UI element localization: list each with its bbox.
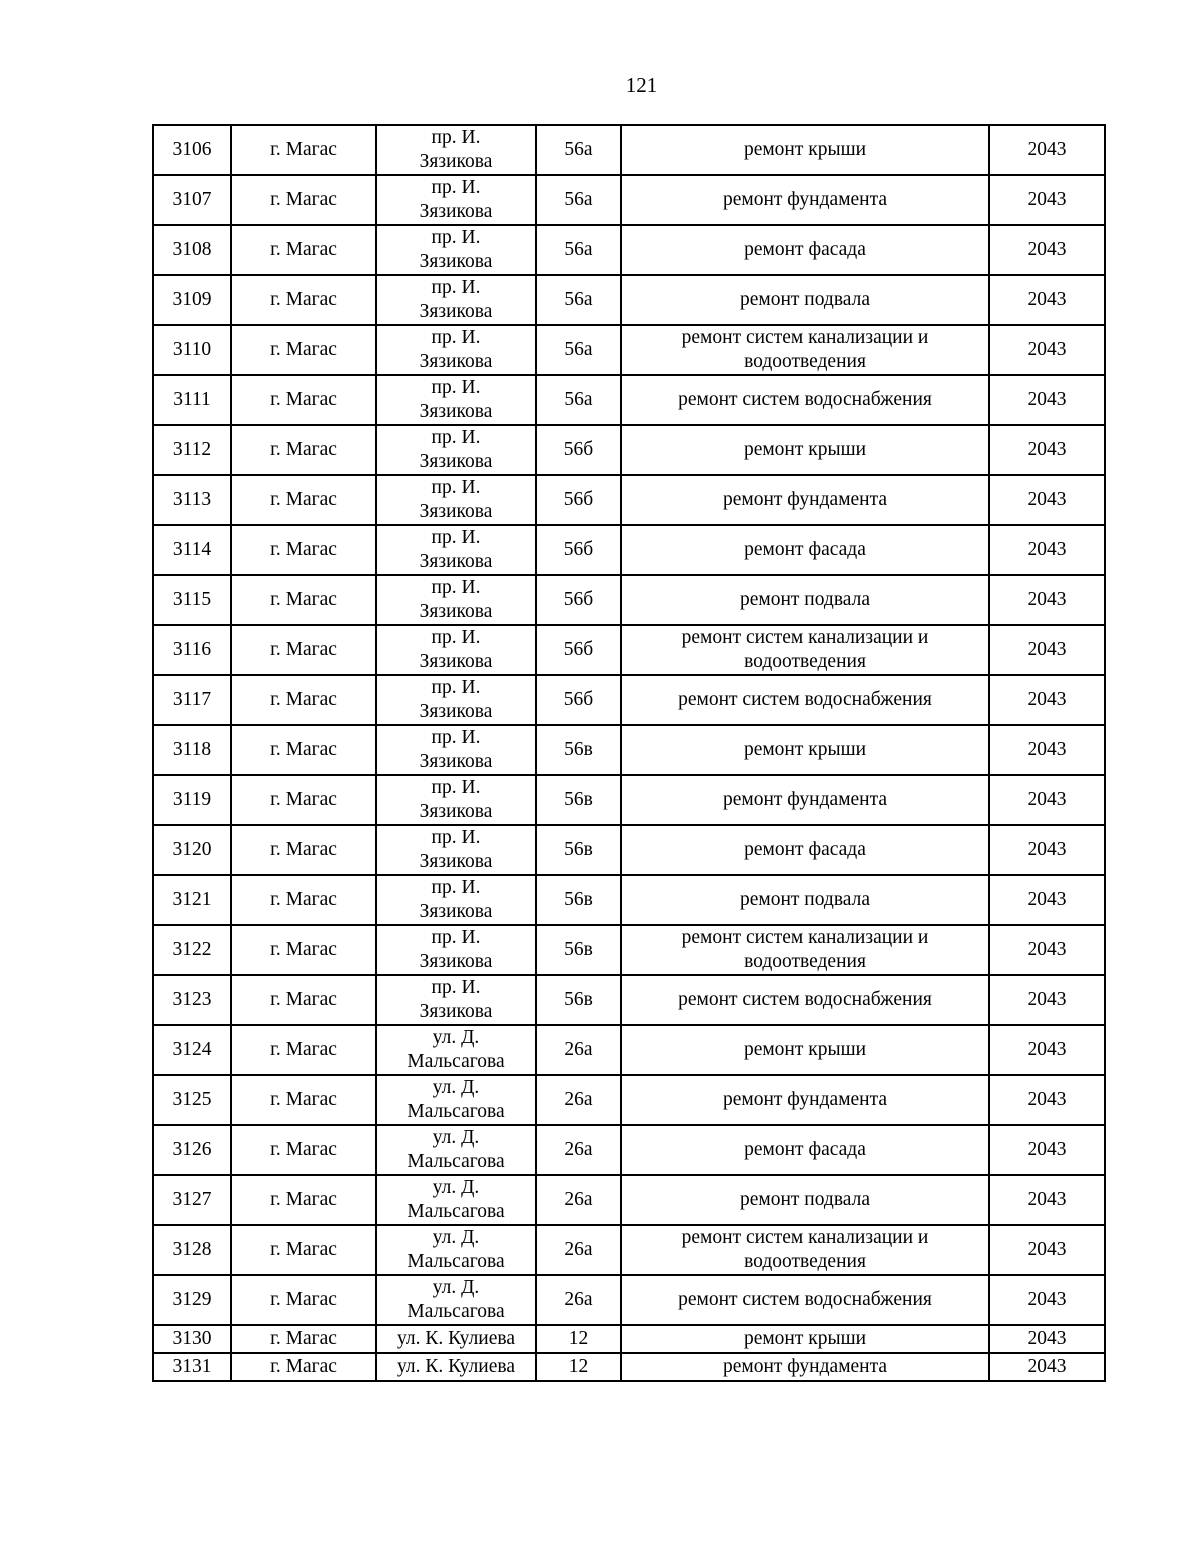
work-type-cell: [621, 175, 989, 225]
city-cell: г. Магас: [231, 1275, 376, 1325]
house-number-cell: 12: [536, 1325, 621, 1353]
work-type-cell: [621, 1125, 989, 1175]
work-type-cell: [621, 675, 989, 725]
street-cell: [376, 375, 536, 425]
city-cell: г. Магас: [231, 1075, 376, 1125]
city-cell: г. Магас: [231, 275, 376, 325]
street-cell-line: пр. И.: [431, 677, 481, 698]
city-cell: г. Магас: [231, 775, 376, 825]
street-cell-line: пр. И.: [431, 477, 481, 498]
row-number-cell: 3122: [153, 925, 231, 975]
table-row: [153, 375, 1105, 425]
work-type-cell: [621, 875, 989, 925]
street-cell-line: пр. И.: [431, 527, 481, 548]
year-cell: 2043: [989, 925, 1105, 975]
row-number-cell: 3115: [153, 575, 231, 625]
work-type-cell-line: водоотведения: [744, 1251, 866, 1272]
table-row: [153, 1353, 1105, 1381]
table-row: [153, 1225, 1105, 1275]
street-cell-line: пр. И.: [431, 377, 481, 398]
work-type-cell-line: ремонт систем канализации и: [681, 627, 929, 648]
street-cell: [376, 1325, 536, 1353]
table-row: [153, 125, 1105, 175]
table-row: [153, 1325, 1105, 1353]
house-number-cell: 56в: [536, 975, 621, 1025]
street-cell: [376, 1075, 536, 1125]
work-type-cell: [621, 725, 989, 775]
house-number-cell: 26а: [536, 1225, 621, 1275]
city-cell: г. Магас: [231, 225, 376, 275]
street-cell: [376, 875, 536, 925]
street-cell-line: ул. Д.: [432, 1177, 480, 1198]
street-cell-line: пр. И.: [431, 827, 481, 848]
row-number-cell: 3110: [153, 325, 231, 375]
work-type-cell-line: ремонт подвала: [739, 889, 871, 910]
work-type-cell: [621, 1275, 989, 1325]
year-cell: 2043: [989, 225, 1105, 275]
city-cell: г. Магас: [231, 1175, 376, 1225]
house-number-cell: 56б: [536, 575, 621, 625]
house-number-cell: 56б: [536, 525, 621, 575]
table-row: [153, 175, 1105, 225]
row-number-cell: 3106: [153, 125, 231, 175]
house-number-cell: 56б: [536, 625, 621, 675]
street-cell-line: пр. И.: [431, 777, 481, 798]
table-body: [153, 125, 1105, 1381]
street-cell-line: Мальсагова: [407, 1151, 505, 1172]
street-cell: [376, 675, 536, 725]
work-type-cell-line: ремонт фундамента: [722, 1089, 888, 1110]
table-row: [153, 225, 1105, 275]
year-cell: 2043: [989, 725, 1105, 775]
street-cell-line: ул. К. Кулиева: [397, 1328, 515, 1349]
street-cell-line: Зязикова: [419, 651, 493, 672]
street-cell-line: пр. И.: [431, 627, 481, 648]
house-number-cell: 26а: [536, 1275, 621, 1325]
street-cell-line: Зязикова: [419, 751, 493, 772]
table-row: [153, 525, 1105, 575]
year-cell: 2043: [989, 625, 1105, 675]
work-type-cell-line: ремонт фасада: [744, 539, 866, 560]
street-cell-line: Зязикова: [419, 601, 493, 622]
street-cell: [376, 1353, 536, 1381]
work-type-cell-line: ремонт систем канализации и: [681, 1227, 929, 1248]
house-number-cell: 56в: [536, 825, 621, 875]
year-cell: 2043: [989, 275, 1105, 325]
work-type-cell-line: водоотведения: [744, 351, 866, 372]
house-number-cell: 56в: [536, 875, 621, 925]
work-type-cell-line: ремонт систем водоснабжения: [678, 389, 932, 410]
row-number-cell: 3112: [153, 425, 231, 475]
table-row: [153, 1075, 1105, 1125]
year-cell: 2043: [989, 525, 1105, 575]
year-cell: 2043: [989, 675, 1105, 725]
street-cell: [376, 425, 536, 475]
work-type-cell-line: ремонт фасада: [744, 839, 866, 860]
street-cell-line: Зязикова: [419, 451, 493, 472]
year-cell: 2043: [989, 1225, 1105, 1275]
house-number-cell: 56а: [536, 325, 621, 375]
work-type-cell-line: ремонт фундамента: [722, 489, 888, 510]
city-cell: г. Магас: [231, 1353, 376, 1381]
year-cell: 2043: [989, 975, 1105, 1025]
street-cell: [376, 1275, 536, 1325]
year-cell: 2043: [989, 1025, 1105, 1075]
year-cell: 2043: [989, 875, 1105, 925]
table-row: [153, 575, 1105, 625]
house-number-cell: 26а: [536, 1025, 621, 1075]
work-type-cell: [621, 1175, 989, 1225]
house-number-cell: 56б: [536, 475, 621, 525]
work-type-cell-line: водоотведения: [744, 651, 866, 672]
work-type-cell: [621, 1025, 989, 1075]
street-cell-line: Зязикова: [419, 851, 493, 872]
work-type-cell: [621, 1225, 989, 1275]
house-number-cell: 26а: [536, 1125, 621, 1175]
street-cell: [376, 175, 536, 225]
year-cell: 2043: [989, 825, 1105, 875]
work-type-cell-line: ремонт систем водоснабжения: [678, 689, 932, 710]
row-number-cell: 3109: [153, 275, 231, 325]
street-cell-line: Зязикова: [419, 251, 493, 272]
city-cell: г. Магас: [231, 1025, 376, 1075]
city-cell: г. Магас: [231, 375, 376, 425]
house-number-cell: 56в: [536, 725, 621, 775]
street-cell-line: пр. И.: [431, 127, 481, 148]
street-cell-line: пр. И.: [431, 427, 481, 448]
year-cell: 2043: [989, 1275, 1105, 1325]
street-cell-line: пр. И.: [431, 577, 481, 598]
street-cell-line: пр. И.: [431, 977, 481, 998]
table-row: [153, 725, 1105, 775]
street-cell: [376, 1175, 536, 1225]
work-type-cell-line: ремонт систем канализации и: [681, 327, 929, 348]
street-cell: [376, 725, 536, 775]
work-type-cell: [621, 625, 989, 675]
street-cell: [376, 1225, 536, 1275]
street-cell-line: Зязикова: [419, 701, 493, 722]
work-type-cell: [621, 425, 989, 475]
street-cell-line: пр. И.: [431, 327, 481, 348]
row-number-cell: 3107: [153, 175, 231, 225]
street-cell-line: Мальсагова: [407, 1051, 505, 1072]
work-type-cell: [621, 1353, 989, 1381]
row-number-cell: 3128: [153, 1225, 231, 1275]
street-cell-line: пр. И.: [431, 277, 481, 298]
house-number-cell: 56б: [536, 675, 621, 725]
house-number-cell: 56а: [536, 125, 621, 175]
work-type-cell: [621, 1325, 989, 1353]
page-number: 121: [625, 73, 658, 97]
row-number-cell: 3131: [153, 1353, 231, 1381]
street-cell: [376, 525, 536, 575]
city-cell: г. Магас: [231, 675, 376, 725]
table-row: [153, 975, 1105, 1025]
work-type-cell-line: ремонт крыши: [743, 1328, 867, 1349]
work-type-cell-line: ремонт крыши: [743, 139, 867, 160]
street-cell: [376, 825, 536, 875]
row-number-cell: 3124: [153, 1025, 231, 1075]
street-cell-line: пр. И.: [431, 927, 481, 948]
house-number-cell: 26а: [536, 1075, 621, 1125]
street-cell-line: Зязикова: [419, 951, 493, 972]
street-cell-line: Зязикова: [419, 151, 493, 172]
work-type-cell-line: ремонт крыши: [743, 439, 867, 460]
table-row: [153, 1025, 1105, 1075]
street-cell: [376, 625, 536, 675]
house-number-cell: 56в: [536, 925, 621, 975]
house-number-cell: 12: [536, 1353, 621, 1381]
row-number-cell: 3121: [153, 875, 231, 925]
row-number-cell: 3123: [153, 975, 231, 1025]
street-cell-line: пр. И.: [431, 227, 481, 248]
street-cell-line: Зязикова: [419, 551, 493, 572]
city-cell: г. Магас: [231, 175, 376, 225]
table-row: [153, 625, 1105, 675]
year-cell: 2043: [989, 175, 1105, 225]
year-cell: 2043: [989, 425, 1105, 475]
street-cell: [376, 775, 536, 825]
work-type-cell-line: ремонт фундамента: [722, 1356, 888, 1377]
city-cell: г. Магас: [231, 825, 376, 875]
work-type-cell-line: ремонт систем водоснабжения: [678, 989, 932, 1010]
street-cell-line: Зязикова: [419, 201, 493, 222]
street-cell: [376, 1025, 536, 1075]
street-cell-line: ул. Д.: [432, 1227, 480, 1248]
work-type-cell: [621, 575, 989, 625]
street-cell-line: пр. И.: [431, 727, 481, 748]
city-cell: г. Магас: [231, 925, 376, 975]
row-number-cell: 3119: [153, 775, 231, 825]
table-row: [153, 425, 1105, 475]
year-cell: 2043: [989, 475, 1105, 525]
work-type-cell-line: ремонт систем водоснабжения: [678, 1289, 932, 1310]
street-cell: [376, 275, 536, 325]
work-type-cell: [621, 225, 989, 275]
street-cell-line: Зязикова: [419, 901, 493, 922]
street-cell-line: Мальсагова: [407, 1201, 505, 1222]
city-cell: г. Магас: [231, 575, 376, 625]
street-cell-line: ул. Д.: [432, 1077, 480, 1098]
city-cell: г. Магас: [231, 425, 376, 475]
city-cell: г. Магас: [231, 875, 376, 925]
repair-schedule-table: [152, 124, 1106, 1382]
street-cell-line: Зязикова: [419, 1001, 493, 1022]
street-cell-line: Зязикова: [419, 401, 493, 422]
street-cell-line: Зязикова: [419, 351, 493, 372]
city-cell: г. Магас: [231, 1225, 376, 1275]
city-cell: г. Магас: [231, 525, 376, 575]
street-cell-line: Мальсагова: [407, 1251, 505, 1272]
house-number-cell: 26а: [536, 1175, 621, 1225]
year-cell: 2043: [989, 325, 1105, 375]
work-type-cell: [621, 975, 989, 1025]
work-type-cell: [621, 525, 989, 575]
work-type-cell: [621, 475, 989, 525]
row-number-cell: 3114: [153, 525, 231, 575]
row-number-cell: 3111: [153, 375, 231, 425]
row-number-cell: 3129: [153, 1275, 231, 1325]
house-number-cell: 56а: [536, 225, 621, 275]
row-number-cell: 3126: [153, 1125, 231, 1175]
work-type-cell: [621, 275, 989, 325]
street-cell: [376, 1125, 536, 1175]
work-type-cell-line: ремонт фундамента: [722, 189, 888, 210]
city-cell: г. Магас: [231, 1325, 376, 1353]
street-cell-line: Мальсагова: [407, 1101, 505, 1122]
work-type-cell: [621, 925, 989, 975]
table-row: [153, 325, 1105, 375]
year-cell: 2043: [989, 575, 1105, 625]
work-type-cell: [621, 825, 989, 875]
table-row: [153, 275, 1105, 325]
house-number-cell: 56в: [536, 775, 621, 825]
street-cell-line: Мальсагова: [407, 1301, 505, 1322]
work-type-cell: [621, 775, 989, 825]
street-cell-line: пр. И.: [431, 877, 481, 898]
street-cell: [376, 325, 536, 375]
work-type-cell-line: ремонт систем канализации и: [681, 927, 929, 948]
street-cell-line: Зязикова: [419, 301, 493, 322]
row-number-cell: 3120: [153, 825, 231, 875]
work-type-cell: [621, 1075, 989, 1125]
street-cell-line: ул. Д.: [432, 1277, 480, 1298]
house-number-cell: 56а: [536, 275, 621, 325]
street-cell-line: ул. Д.: [432, 1027, 480, 1048]
street-cell: [376, 925, 536, 975]
work-type-cell-line: ремонт подвала: [739, 1189, 871, 1210]
street-cell-line: ул. Д.: [432, 1127, 480, 1148]
row-number-cell: 3127: [153, 1175, 231, 1225]
table-row: [153, 1125, 1105, 1175]
table-row: [153, 775, 1105, 825]
row-number-cell: 3130: [153, 1325, 231, 1353]
house-number-cell: 56б: [536, 425, 621, 475]
year-cell: 2043: [989, 125, 1105, 175]
row-number-cell: 3113: [153, 475, 231, 525]
work-type-cell-line: водоотведения: [744, 951, 866, 972]
house-number-cell: 56а: [536, 375, 621, 425]
work-type-cell-line: ремонт фасада: [744, 1139, 866, 1160]
year-cell: 2043: [989, 1353, 1105, 1381]
year-cell: 2043: [989, 775, 1105, 825]
city-cell: г. Магас: [231, 475, 376, 525]
street-cell: [376, 575, 536, 625]
row-number-cell: 3125: [153, 1075, 231, 1125]
row-number-cell: 3118: [153, 725, 231, 775]
street-cell-line: пр. И.: [431, 177, 481, 198]
work-type-cell-line: ремонт фасада: [744, 239, 866, 260]
street-cell-line: Зязикова: [419, 801, 493, 822]
city-cell: г. Магас: [231, 1125, 376, 1175]
table-row: [153, 875, 1105, 925]
table-row: [153, 1275, 1105, 1325]
row-number-cell: 3117: [153, 675, 231, 725]
year-cell: 2043: [989, 1075, 1105, 1125]
street-cell: [376, 475, 536, 525]
table-row: [153, 925, 1105, 975]
city-cell: г. Магас: [231, 725, 376, 775]
city-cell: г. Магас: [231, 125, 376, 175]
table-row: [153, 475, 1105, 525]
work-type-cell-line: ремонт подвала: [739, 589, 871, 610]
street-cell: [376, 975, 536, 1025]
table-row: [153, 825, 1105, 875]
street-cell: [376, 225, 536, 275]
row-number-cell: 3116: [153, 625, 231, 675]
house-number-cell: 56а: [536, 175, 621, 225]
work-type-cell: [621, 125, 989, 175]
year-cell: 2043: [989, 1175, 1105, 1225]
year-cell: 2043: [989, 1325, 1105, 1353]
work-type-cell-line: ремонт подвала: [739, 289, 871, 310]
year-cell: 2043: [989, 1125, 1105, 1175]
city-cell: г. Магас: [231, 625, 376, 675]
city-cell: г. Магас: [231, 325, 376, 375]
street-cell-line: Зязикова: [419, 501, 493, 522]
work-type-cell-line: ремонт крыши: [743, 1039, 867, 1060]
table-row: [153, 675, 1105, 725]
work-type-cell: [621, 375, 989, 425]
work-type-cell-line: ремонт фундамента: [722, 789, 888, 810]
street-cell-line: ул. К. Кулиева: [397, 1356, 515, 1377]
row-number-cell: 3108: [153, 225, 231, 275]
table-row: [153, 1175, 1105, 1225]
work-type-cell: [621, 325, 989, 375]
street-cell: [376, 125, 536, 175]
city-cell: г. Магас: [231, 975, 376, 1025]
year-cell: 2043: [989, 375, 1105, 425]
work-type-cell-line: ремонт крыши: [743, 739, 867, 760]
